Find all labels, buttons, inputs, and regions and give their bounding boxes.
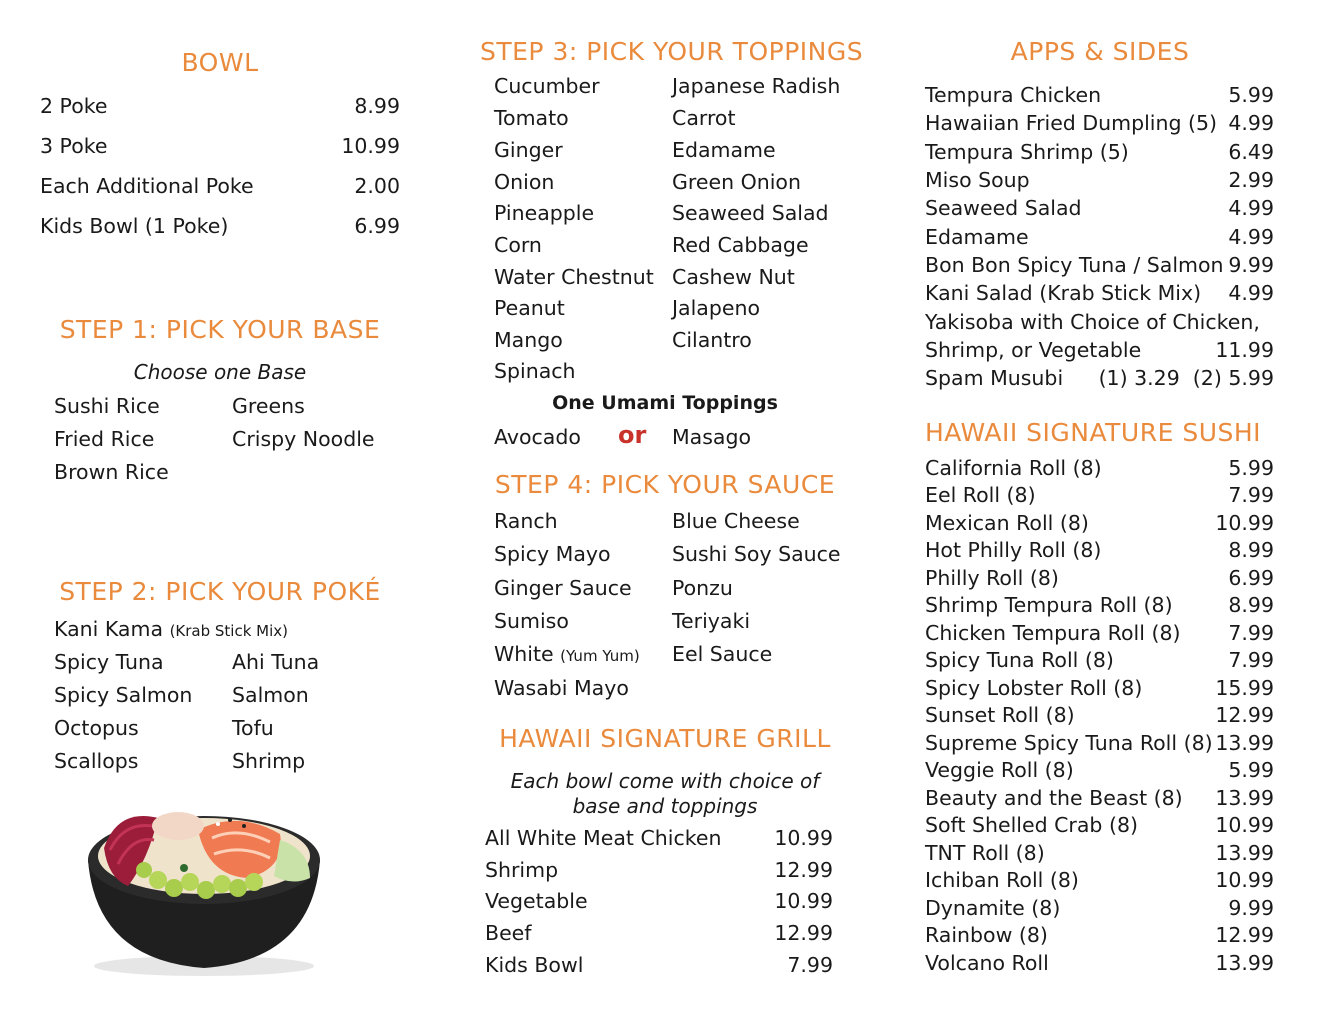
step3-title: STEP 3: PICK YOUR TOPPINGS	[480, 37, 864, 66]
step2-title: STEP 2: PICK YOUR POKÉ	[59, 577, 381, 606]
grill-title: HAWAII SIGNATURE GRILL	[499, 724, 831, 753]
step1-subtitle: Choose one Base	[133, 360, 307, 384]
umami-or: or	[618, 421, 647, 449]
step1-title: STEP 1: PICK YOUR BASE	[59, 315, 381, 344]
umami-title: One Umami Toppings	[552, 392, 778, 414]
apps-title: APPS & SIDES	[1010, 37, 1190, 66]
umami-left: Avocado	[494, 425, 581, 449]
kani-kama-label: Kani Kama	[54, 617, 164, 641]
spam-musubi-name: Spam Musubi	[925, 366, 1064, 390]
kani-kama-note: (Krab Stick Mix)	[169, 622, 289, 640]
grill-note-line1: Each bowl come with choice of	[510, 769, 820, 793]
white-sauce-note: (Yum Yum)	[560, 647, 640, 665]
spam-musubi-prices: (1) 3.29 (2) 5.99	[1098, 366, 1274, 390]
grill-note-line2: base and toppings	[572, 794, 758, 818]
umami-right: Masago	[672, 425, 752, 449]
bowl-title: BOWL	[181, 48, 259, 77]
step4-title: STEP 4: PICK YOUR SAUCE	[494, 470, 836, 499]
poke-bowl-photo	[48, 790, 360, 980]
sushi-title: HAWAII SIGNATURE SUSHI	[925, 418, 1262, 447]
